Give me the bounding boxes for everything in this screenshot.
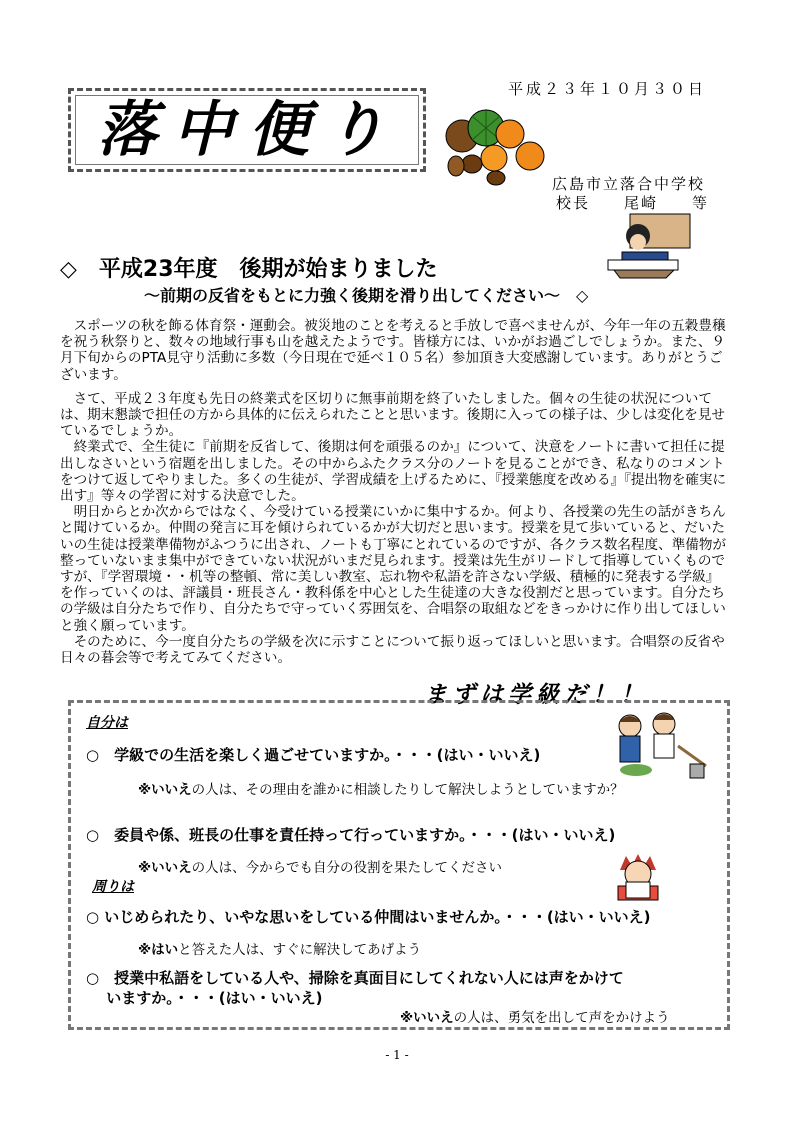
checklist-question: ○ 学級での生活を楽しく過ごせていますか。・・・(はい・いいえ) (86, 746, 541, 764)
autumn-fruit-illustration (436, 106, 552, 186)
student-writing-illustration (604, 212, 696, 280)
paragraph: スポーツの秋を飾る体育祭・運動会。被災地のことを考えると手放しで喜べませんが、今年一年の五穀豊穣を祝う秋祭りと、数々の地域行事も山を越えたようです。皆様方には、いかがお過ごしでしょうか。また、９月下旬からのPTA見守り活動に多数（今日現在で延べ１０５名）参加頂き大変感謝しています。ありがとうございます。 (60, 318, 726, 383)
newsletter-title: 落中便り (97, 95, 401, 165)
slogan: まずは学級だ！！ (424, 682, 648, 708)
checklist-question: ○ いじめられたり、いやな思いをしている仲間はいませんか。・・・(はい・いいえ) (86, 908, 651, 926)
checklist-question: ○ 授業中私語をしている人や、掃除を真面目にしてくれない人には声をかけて いますか。・・・(はい・いいえ) (86, 969, 624, 1007)
checklist-note: ※はいと答えた人は、すぐに解決してあげよう (138, 942, 422, 958)
article-heading: ◇ 平成23年度 後期が始まりました (60, 257, 438, 282)
paragraph: 明日からとか次からではなく、今受けている授業にいかに集中するか。何より、各授業の先生の話がきちんと聞けているか。仲間の発言に耳を傾けられているかが大切だと思います。授業を見て歩いていると、だいたいの生徒は授業準備物がふつうに出され、ノートも丁寧にとれているのですが、各クラス数名程度、準備物が整っていないまま集中ができていない状況がいまだ見られます。授業は先生がリードして指導していくものですが、『学習環境・・机等の整頓、常に美しい教室、忘れ物や私語を許さない学級、積極的に発表する学級』を作っていくのは、評議員・班長さん・教科係を中心とした生徒達の大きな役割だと思っています。自分たちの学級は自分たちで作り、自分たちで守っていく雰囲気を、合唱祭の取組などをきっかけに作り出してほしいと強く願っています。 (60, 504, 727, 634)
section-label-others: 周りは (92, 879, 134, 895)
paragraph: 終業式で、全生徒に『前期を反省して、後期は何を頑張るのか』について、決意をノートに書いて担任に提出しなさいという宿題を出しました。その中からふたクラス分のノートを見ることができ、私なりのコメントをつけて返してやりました。多くの生徒が、学習成績を上げるために、『授業態度を改める』『提出物を確実に出す』等々の学習に対する決意でした。 (60, 439, 727, 505)
article-subheading: ～前期の反省をもとに力強く後期を滑り出してください～ ◇ (144, 286, 589, 305)
paragraph: そのために、今一度自分たちの学級を次に示すことについて振り返ってほしいと思います。合唱祭の反省や日々の暮会等で考えてみてください。 (60, 633, 725, 667)
article-body (60, 318, 730, 666)
principal-name: 校長 尾崎 等 (556, 194, 710, 212)
section-label-self: 自分は (86, 715, 128, 731)
checklist-note: ※いいえの人は、勇気を出して声をかけよう (400, 1010, 670, 1026)
school-name: 広島市立落合中学校 (552, 175, 706, 193)
checklist-note: ※いいえの人は、その理由を誰かに相談したりして解決しようとしていますか？ (138, 782, 624, 798)
checklist-note: ※いいえの人は、今からでも自分の役割を果たしてください (138, 860, 502, 876)
checklist-question: ○ 委員や係、班長の仕事を責任持って行っていますか。・・・(はい・いいえ) (86, 826, 616, 844)
page-number: - 1 - (385, 1048, 409, 1062)
paragraph: さて、平成２３年度も先日の終業式を区切りに無事前期を終了いたしました。個々の生徒の状況については、期末懇談で担任の方から具体的に伝えられたことと思います。後期に入っての様子は、少しは変化を見せているでしょうか。 (60, 390, 726, 440)
child-reading-illustration (610, 852, 666, 904)
issue-date: 平成２３年１０月３０日 (508, 80, 707, 98)
students-cleaning-illustration (606, 706, 712, 782)
